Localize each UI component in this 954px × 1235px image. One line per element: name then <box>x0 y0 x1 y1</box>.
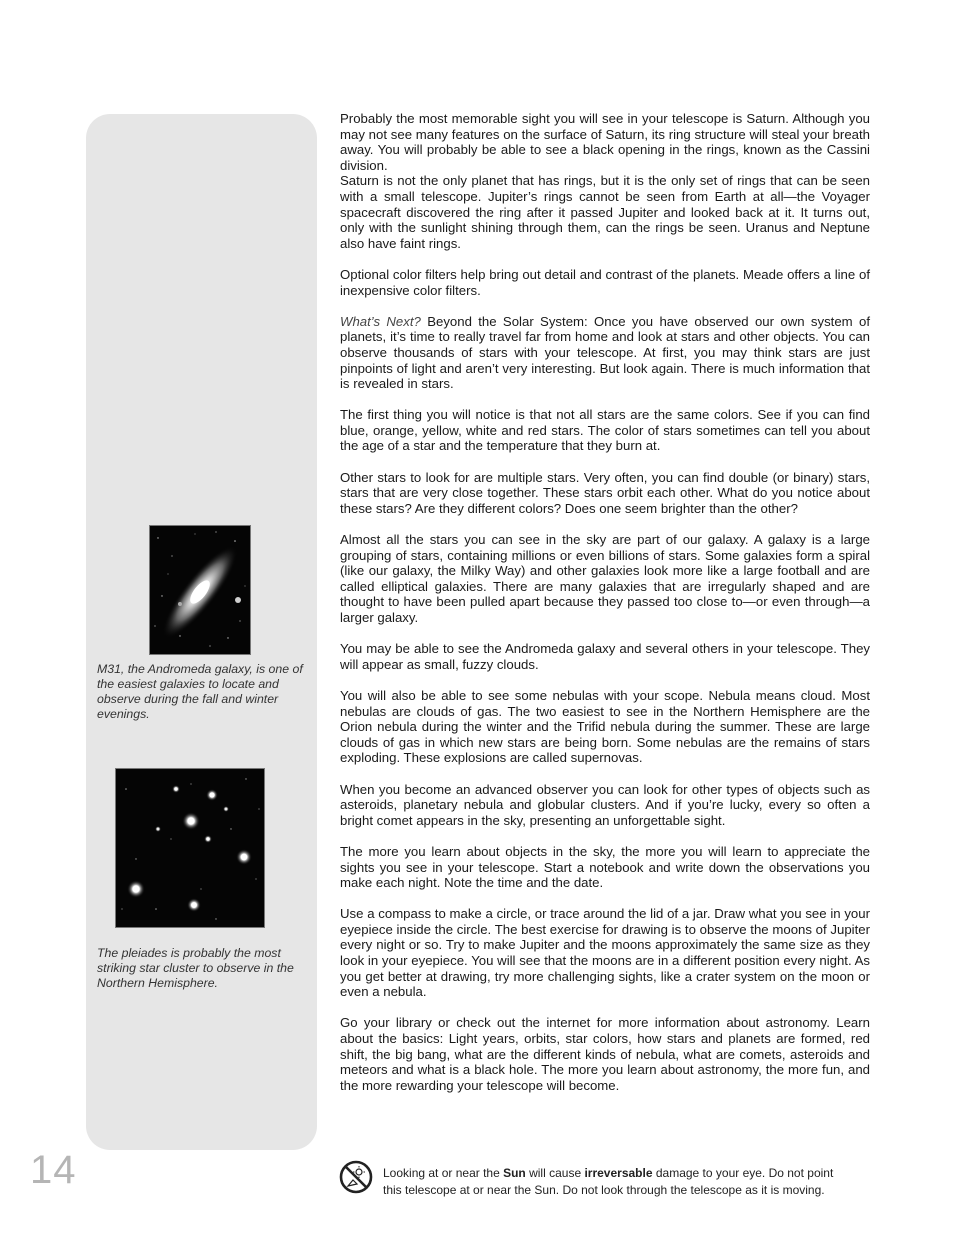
warning-text-part1: Looking at or near the <box>383 1166 504 1180</box>
paragraph-color-filters: Optional color filters help bring out detail and contrast of the planets. Meade offers a line of inexpensive color filters. <box>340 266 870 298</box>
paragraph-notebook: The more you learn about objects in the sky, the more you will learn to appreciate the sights you see in your telescope. Start a notebook and write down the observations you make each night. Note the time and the date. <box>340 843 870 891</box>
andromeda-caption: M31, the Andromeda galaxy, is one of the easiest galaxies to locate and observe during the fall and winter evenings. <box>97 662 303 721</box>
whats-next-text: Beyond the Solar System: Once you have observed our own system of planets, it’s time to really travel far from home and look at stars and other objects. You can observe thousands of stars with your telescope. At first, you may think stars are just pinpoints of light and aren’t very interesting. But look again. There is much information that is revealed in stars. <box>340 313 870 392</box>
warning-irreversable-word: irreversable <box>584 1166 653 1180</box>
warning-text-part3: damage to your eye. Do not point this telescope at or near the Sun. Do not look through the telescope as it is moving. <box>383 1166 834 1197</box>
sun-warning-text <box>383 1165 853 1199</box>
paragraph-advanced-observer: When you become an advanced observer you can look for other types of objects such as asteroids, planetary nebula and globular clusters. And if you’re lucky, every so often a bright comet appears in the sky, presenting an unforgettable sight. <box>340 781 870 828</box>
page-number: 14 <box>30 1148 77 1192</box>
no-sun-warning-icon <box>339 1160 373 1194</box>
whats-next-lead: What’s Next? <box>340 313 421 329</box>
paragraph-multiple-stars: Other stars to look for are multiple stars. Very often, you can find double (or binary) stars, stars that are very close together. These stars orbit each other. What do you notice about these stars? Are they different colors? Does one seem brighter than the other? <box>340 469 870 516</box>
warning-sun-word: Sun <box>503 1166 526 1180</box>
paragraph-drawing: Use a compass to make a circle, or trace around the lid of a jar. Draw what you see in your eyepiece inside the circle. The best exercise for drawing is to observe the moons of Jupiter every night or so. Try to make Jupiter and the moons approximately the same size as they look in your eyepiece. You will see that the moons are in a different position every night. As you get better at drawing, try more challenging sights, like a crater system on the moon or even a nebula. <box>340 906 870 1000</box>
andromeda-galaxy-photo <box>149 525 251 655</box>
paragraph-rings: Saturn is not the only planet that has rings, but it is the only set of rings that can be seen with a small telescope. Jupiter’s rings cannot be seen from Earth at all—the Voyager spacecraft discovered the ring after it passed Jupiter and looked back at it. It turns out, only with the sunlight shining through them, can the rings be seen. Uranus and Neptune also have faint rings. <box>340 173 870 251</box>
paragraph-star-colors: The first thing you will notice is that not all stars are the same colors. See if you can find blue, orange, yellow, white and red stars. The color of stars sometimes can tell you about the age of a star and the temperature that they burn at. <box>340 407 870 454</box>
pleiades-cluster-photo <box>115 768 265 928</box>
main-text-column <box>340 111 870 1109</box>
paragraph-andromeda: You may be able to see the Andromeda galaxy and several others in your telescope. They will appear as small, fuzzy clouds. <box>340 641 870 672</box>
paragraph-nebulas: You will also be able to see some nebulas with your scope. Nebula means cloud. Most nebulas are clouds of gas. The two easiest to see in the Northern Hemisphere are the Orion nebula during the winter and the Trifid nebula during the summer. These are large clouds of gas in which new stars are being born. Some nebulas are the remains of stars exploding. These explosions are called supernovas. <box>340 687 870 766</box>
paragraph-library: Go your library or check out the internet for more information about astronomy. Learn about the basics: Light years, orbits, star colors, how stars and planets are formed, red shift, the big bang, what are the different kinds of nebula, what are comets, asteroids and meteors and what is a black hole. The more you learn about astronomy, the more fun, and the more rewarding your telescope will become. <box>340 1015 870 1093</box>
paragraph-whats-next <box>340 314 870 392</box>
paragraph-saturn: Probably the most memorable sight you will see in your telescope is Saturn. Although you may not see many features on the surface of Saturn, its ring structure will steal your breath away. You will probably be able to see a black opening in the rings, known as the Cassini division. <box>340 111 870 173</box>
paragraph-galaxies: Almost all the stars you can see in the sky are part of our galaxy. A galaxy is a large grouping of stars, containing millions or even billions of stars. Some galaxies form a spiral (like our galaxy, the Milky Way) and other galaxies look more like a large football and are called elliptical galaxies. There are many galaxies that are irregularly shaped and are thought to have been pulled apart because they passed too close to—or even through—a larger galaxy. <box>340 532 870 625</box>
pleiades-caption: The pleiades is probably the most striking star cluster to observe in the Northern Hemisphere. <box>97 946 294 990</box>
warning-text-part2: will cause <box>525 1166 585 1180</box>
